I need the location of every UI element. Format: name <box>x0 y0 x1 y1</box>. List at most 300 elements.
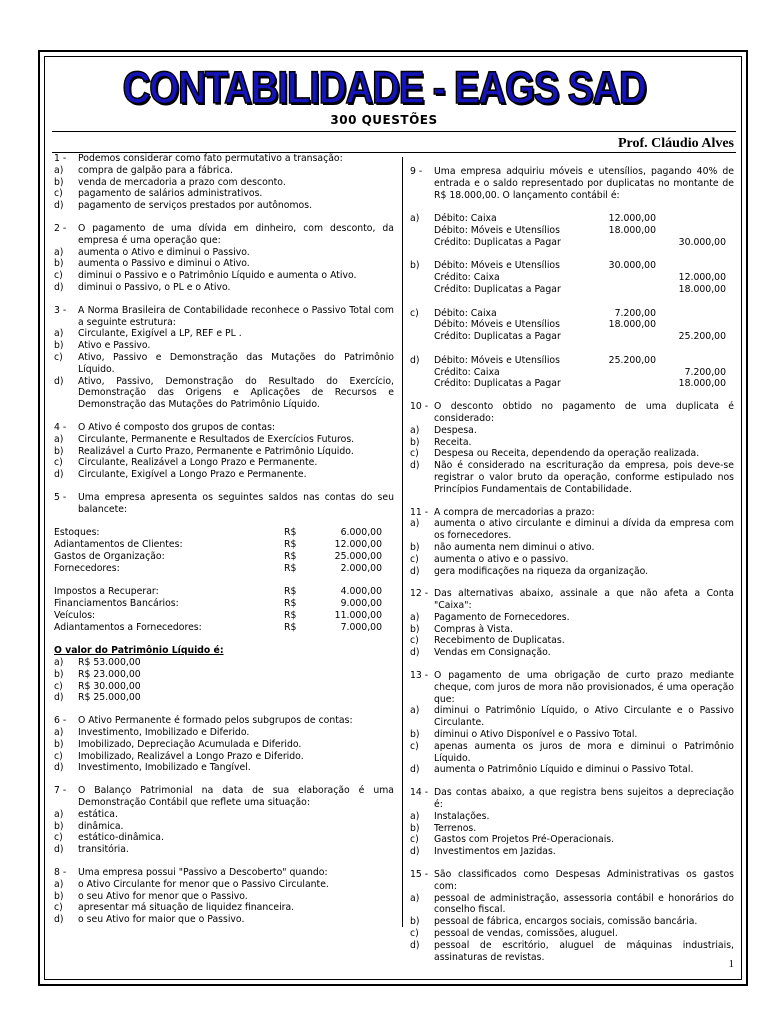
option-text: Investimento, Imobilizado e Tangível. <box>78 762 251 774</box>
question-10 <box>410 401 734 495</box>
option-text: diminui o Passivo e o Patrimônio Líquido e aumenta o Ativo. <box>78 270 357 282</box>
option-text: apenas aumenta os juros de mora e diminui o Patrimônio Líquido. <box>434 740 734 764</box>
question-4 <box>54 422 394 481</box>
option-letter: c) <box>410 553 419 565</box>
option <box>54 282 394 294</box>
currency: R$ <box>284 609 297 621</box>
page-title: CONTABILIDADE - EAGS SAD <box>122 62 646 113</box>
option-letter: b) <box>410 436 420 448</box>
option-letter: d) <box>410 647 420 659</box>
debit-amount <box>584 331 656 343</box>
option-text: compra de galpão para a fábrica. <box>78 164 233 176</box>
column-divider <box>402 157 403 927</box>
question-number: 3 - <box>54 304 67 316</box>
question-header <box>54 867 394 879</box>
account: Débito: Móveis e Utensílios <box>434 260 560 272</box>
option-letter: d) <box>54 692 64 704</box>
debit-amount: 25.200,00 <box>608 354 656 366</box>
balance-list-1 <box>54 527 394 574</box>
journal-line <box>410 319 734 331</box>
question-text: A Norma Brasileira de Contabilidade reconhece o Passivo Total com a seguinte estrutura: <box>78 304 394 328</box>
option-text: o seu Ativo for maior que o Passivo. <box>78 914 245 926</box>
account-name: Impostos a Recuperar: <box>54 586 159 598</box>
option-letter <box>410 237 434 249</box>
option <box>54 177 394 189</box>
option-letter: c) <box>410 928 419 940</box>
option <box>54 328 394 340</box>
option-letter: d) <box>410 764 420 776</box>
currency: R$ <box>284 550 297 562</box>
question-header <box>410 670 734 705</box>
option <box>54 165 394 177</box>
credit-amount <box>656 308 726 320</box>
journal-line <box>410 260 734 272</box>
option-text: Gastos com Projetos Pré-Operacionais. <box>434 834 615 846</box>
option <box>410 635 734 647</box>
option-letter: a) <box>410 705 420 717</box>
options <box>54 657 394 704</box>
option <box>54 270 394 282</box>
journal-entry-c <box>410 308 734 343</box>
currency: R$ <box>284 539 297 551</box>
question-8 <box>54 867 394 926</box>
account: Crédito: Duplicatas a Pagar <box>434 283 561 295</box>
option-text: aumenta o Passivo e diminui o Ativo. <box>78 258 250 270</box>
option <box>54 340 394 352</box>
debit-amount <box>584 284 656 296</box>
question-13 <box>410 670 734 776</box>
option-letter: d) <box>54 200 64 212</box>
debit-amount: 7.200,00 <box>614 307 656 319</box>
amount: 6.000,00 <box>340 527 382 539</box>
option-letter: c) <box>54 270 63 282</box>
option <box>410 834 734 846</box>
option-letter: d) <box>410 565 420 577</box>
option-text: Ativo, Passivo, Demonstração do Resultado do Exercício, Demonstração das Origens e Aplicações de Recursos e Demonstração das Mutações do Patrimônio Líquido. <box>78 375 394 411</box>
option-letter: d) <box>54 914 64 926</box>
option <box>54 669 394 681</box>
option <box>54 891 394 903</box>
account-name: Fornecedores: <box>54 562 120 574</box>
question-11 <box>410 507 734 578</box>
option-text: aumenta o ativo e o passivo. <box>434 553 569 565</box>
option <box>410 811 734 823</box>
question-1 <box>54 153 394 212</box>
option-text: Recebimento de Duplicatas. <box>434 635 565 647</box>
option-letter: d) <box>410 354 420 366</box>
option-text: Não é considerado na escrituração da empresa, pois deve-se registrar o valor bruto da operação, conforme estipulado nos Princípios Fundamentais de Contabilidade. <box>434 460 734 495</box>
option-letter: d) <box>410 846 420 858</box>
amount: 11.000,00 <box>334 609 382 621</box>
account-name: Veículos: <box>54 609 96 621</box>
option <box>410 518 734 542</box>
option-letter: a) <box>54 808 64 820</box>
option <box>54 446 394 458</box>
credit-amount: 7.200,00 <box>684 366 726 378</box>
option-letter: b) <box>410 729 420 741</box>
option-letter: d) <box>54 281 64 293</box>
question-text: Uma empresa apresenta os seguintes saldos nas contas do seu balancete: <box>78 491 394 515</box>
question-3 <box>54 305 394 411</box>
balance-row <box>54 622 394 634</box>
currency: R$ <box>284 562 297 574</box>
journal-line <box>410 331 734 343</box>
journal-line <box>410 284 734 296</box>
journal-line <box>410 355 734 367</box>
option-letter: d) <box>410 939 420 951</box>
option <box>54 727 394 739</box>
option <box>410 566 734 578</box>
option-letter: a) <box>54 657 64 669</box>
option-letter: d) <box>54 375 64 387</box>
amount: 2.000,00 <box>340 562 382 574</box>
option-letter <box>410 367 434 379</box>
journal-line <box>410 367 734 379</box>
option-letter: a) <box>54 727 64 739</box>
option <box>54 762 394 774</box>
option-text: estática. <box>78 808 118 820</box>
option-text: Investimento, Imobilizado e Diferido. <box>78 727 250 739</box>
option-letter: d) <box>54 762 64 774</box>
option <box>410 705 734 729</box>
option <box>54 469 394 481</box>
journal-line <box>410 308 734 320</box>
question-number: 2 - <box>54 222 67 234</box>
question-text: O pagamento de uma dívida em dinheiro, com desconto, da empresa é uma operação que: <box>78 222 394 246</box>
question-text: Das alternativas abaixo, assinale a que não afeta a Conta "Caixa": <box>434 588 734 612</box>
amount: 7.000,00 <box>340 621 382 633</box>
option-text: transitória. <box>78 844 129 856</box>
balance-row <box>54 539 394 551</box>
page-subtitle: 300 QUESTÕES <box>330 113 438 127</box>
option-letter: a) <box>54 246 64 258</box>
option-letter <box>410 284 434 296</box>
option-text: Circulante, Exigível a Longo Prazo e Permanente. <box>78 469 307 481</box>
account: Crédito: Duplicatas a Pagar <box>434 236 561 248</box>
credit-amount <box>656 355 726 367</box>
debit-amount <box>584 378 656 390</box>
account: Débito: Caixa <box>434 307 497 319</box>
currency: R$ <box>284 527 297 539</box>
balance-row <box>54 610 394 622</box>
option-letter <box>410 272 434 284</box>
journal-entry-b <box>410 260 734 295</box>
question-text: O desconto obtido no pagamento de uma duplicata é considerado: <box>434 401 734 424</box>
account-name: Estoques: <box>54 527 100 539</box>
option-text: apresentar má situação de liquidez financeira. <box>78 902 295 914</box>
option <box>54 457 394 469</box>
option <box>54 200 394 212</box>
question-number: 4 - <box>54 421 67 433</box>
amount: 25.000,00 <box>334 550 382 562</box>
account: Crédito: Duplicatas a Pagar <box>434 331 561 343</box>
option-text: Circulante, Realizável a Longo Prazo e Permanente. <box>78 457 318 469</box>
option-text: aumenta o ativo circulante e diminui a dívida da empresa com os fornecedores. <box>434 518 734 542</box>
option <box>410 893 734 917</box>
option-letter: d) <box>54 844 64 856</box>
question-14 <box>410 787 734 858</box>
option-text: Instalações. <box>434 810 490 822</box>
header-divider <box>52 131 736 132</box>
option <box>410 624 734 636</box>
option <box>54 914 394 926</box>
option <box>410 764 734 776</box>
option-letter: c) <box>54 832 63 844</box>
account: Débito: Caixa <box>434 213 497 225</box>
option-letter: b) <box>54 445 64 457</box>
question-number: 8 - <box>54 867 67 879</box>
option-letter <box>410 225 434 237</box>
credit-amount <box>656 225 726 237</box>
option-text: diminui o Patrimônio Líquido, o Ativo Circulante e o Passivo Circulante. <box>434 705 734 729</box>
question-number: 13 - <box>410 670 429 682</box>
account: Débito: Móveis e Utensílios <box>434 224 560 236</box>
account-name: Gastos de Organização: <box>54 550 165 562</box>
option <box>410 846 734 858</box>
debit-amount: 18.000,00 <box>608 319 656 331</box>
question-text: O Ativo é composto dos grupos de contas: <box>78 421 276 433</box>
balance-row <box>54 586 394 598</box>
account: Crédito: Caixa <box>434 366 500 378</box>
option-text: o seu Ativo for menor que o Passivo. <box>78 890 248 902</box>
option-letter <box>410 378 434 390</box>
option <box>54 751 394 763</box>
question-number: 7 - <box>54 785 67 797</box>
option <box>410 729 734 741</box>
option <box>54 809 394 821</box>
question-text: Podemos considerar como fato permutativo a transação: <box>78 153 343 164</box>
option-text: Pagamento de Fornecedores. <box>434 611 570 623</box>
question-6 <box>54 715 394 774</box>
amount: 4.000,00 <box>340 586 382 598</box>
question-number: 11 - <box>410 506 429 518</box>
option <box>410 554 734 566</box>
credit-amount <box>656 213 726 225</box>
option-text: diminui o Passivo, o PL e o Ativo. <box>78 281 231 293</box>
credit-amount: 18.000,00 <box>678 283 726 295</box>
option <box>410 928 734 940</box>
option <box>54 352 394 376</box>
option-text: R$ 53.000,00 <box>78 657 141 669</box>
option-text: Imobilizado, Realizável a Longo Prazo e Diferido. <box>78 750 304 762</box>
question-text: São classificados como Despesas Administrativas os gastos com: <box>434 869 734 892</box>
question-number: 6 - <box>54 715 67 727</box>
amount: 12.000,00 <box>334 539 382 551</box>
option-letter: b) <box>410 916 420 928</box>
option-letter: c) <box>410 834 419 846</box>
question-text: O Balanço Patrimonial na data de sua elaboração é uma Demonstração Contábil que reflete uma situação: <box>78 785 394 809</box>
option <box>54 692 394 704</box>
option-text: Ativo e Passivo. <box>78 340 151 352</box>
balance-row <box>54 563 394 575</box>
option-letter: c) <box>54 188 63 200</box>
account: Débito: Móveis e Utensílios <box>434 354 560 366</box>
option-text: não aumenta nem diminui o ativo. <box>434 541 595 553</box>
question-header <box>54 153 394 165</box>
option-letter: a) <box>410 424 420 436</box>
question-text: Uma empresa adquiriu móveis e utensílios, pagando 40% de entrada e o saldo representado por duplicatas no montante de R$ 18.000,00. O lançamento contábil é: <box>434 166 734 201</box>
question-5 <box>54 492 394 704</box>
question-text: O Ativo Permanente é formado pelos subgrupos de contas: <box>78 715 353 727</box>
option-text: Circulante, Permanente e Resultados de Exercícios Futuros. <box>78 433 355 445</box>
option-text: Vendas em Consignação. <box>434 647 551 659</box>
option-letter: b) <box>54 258 64 270</box>
option-letter: a) <box>410 518 420 530</box>
balance-row <box>54 598 394 610</box>
credit-amount: 25.200,00 <box>678 331 726 343</box>
credit-amount: 18.000,00 <box>678 378 726 390</box>
account-name: Financiamentos Bancários: <box>54 598 179 610</box>
option-letter: a) <box>410 892 420 904</box>
question-number: 9 - <box>410 166 423 177</box>
account: Crédito: Duplicatas a Pagar <box>434 378 561 390</box>
question-number: 1 - <box>54 153 67 164</box>
option-letter: b) <box>54 890 64 902</box>
question-header <box>54 715 394 727</box>
amount: 9.000,00 <box>340 598 382 610</box>
option-text: Realizável a Curto Prazo, Permanente e Patrimônio Líquido. <box>78 445 354 457</box>
option-text: Compras à Vista. <box>434 623 513 635</box>
journal-line <box>410 272 734 284</box>
option-letter: c) <box>410 307 419 319</box>
question-text: Das contas abaixo, a que registra bens sujeitos a depreciação é: <box>434 787 734 811</box>
option-letter: c) <box>410 635 419 647</box>
option-text: R$ 23.000,00 <box>78 668 141 680</box>
option-text: pessoal de fábrica, encargos sociais, comissão bancária. <box>434 916 698 928</box>
option-letter: c) <box>54 680 63 692</box>
question-12 <box>410 588 734 659</box>
option-letter: a) <box>54 164 64 176</box>
option <box>54 844 394 856</box>
credit-amount: 12.000,00 <box>678 272 726 284</box>
option <box>54 832 394 844</box>
option <box>54 879 394 891</box>
option-text: aumenta o Patrimônio Líquido e diminui o Passivo Total. <box>434 764 694 776</box>
option <box>410 460 734 495</box>
question-text: Uma empresa possui "Passivo a Descoberto" quando: <box>78 867 328 879</box>
currency: R$ <box>284 586 297 598</box>
option <box>54 258 394 270</box>
credit-amount <box>656 319 726 331</box>
journal-entry-a <box>410 213 734 248</box>
option-letter: a) <box>410 611 420 623</box>
option-text: Investimentos em Jazidas. <box>434 846 556 858</box>
option <box>54 434 394 446</box>
option-text: diminui o Ativo Disponível e o Passivo Total. <box>434 729 638 741</box>
option-letter: b) <box>410 260 420 272</box>
option <box>54 657 394 669</box>
balance-row <box>54 551 394 563</box>
option <box>410 542 734 554</box>
question-header <box>410 588 734 612</box>
option-letter <box>410 331 434 343</box>
option <box>54 188 394 200</box>
question-number: 15 - <box>410 869 429 881</box>
question-text: A compra de mercadorias a prazo: <box>434 506 595 518</box>
option-text: venda de mercadoria a prazo com desconto. <box>78 176 286 188</box>
option-text: pagamento de serviços prestados por autônomos. <box>78 200 313 212</box>
option-text: pessoal de vendas, comissões, aluguel. <box>434 928 618 940</box>
option-text: pessoal de escritório, aluguel de máquinas industriais, assinaturas de revistas. <box>434 939 734 963</box>
balance-list-2 <box>54 586 394 633</box>
option-text: Circulante, Exigível a LP, REF e PL . <box>78 328 242 340</box>
option-text: dinâmica. <box>78 820 124 832</box>
question-9 <box>410 166 734 390</box>
option-letter: c) <box>54 750 63 762</box>
option-text: Receita. <box>434 436 472 448</box>
option-letter: d) <box>54 469 64 481</box>
author: Prof. Cláudio Alves <box>617 136 734 151</box>
question-7 <box>54 785 394 856</box>
question-number: 5 - <box>54 491 67 503</box>
question-prompt: O valor do Patrimônio Líquido é: <box>54 645 224 657</box>
question-15 <box>410 869 734 963</box>
account-name: Adiantamentos de Clientes: <box>54 539 183 551</box>
option <box>410 612 734 624</box>
option <box>410 741 734 765</box>
right-column <box>410 166 734 974</box>
question-header <box>54 223 394 247</box>
balance-row <box>54 527 394 539</box>
journal-line <box>410 225 734 237</box>
option-letter: c) <box>54 351 63 363</box>
option <box>54 739 394 751</box>
option-letter: a) <box>410 213 420 225</box>
option-letter: a) <box>54 328 64 340</box>
left-column <box>54 153 394 937</box>
option <box>54 821 394 833</box>
option-text: R$ 25.000,00 <box>78 692 141 704</box>
question-text: O pagamento de uma obrigação de curto prazo mediante cheque, com juros de mora não provisionados, é uma operação que: <box>434 670 734 705</box>
debit-amount: 12.000,00 <box>608 213 656 225</box>
debit-amount <box>584 237 656 249</box>
option <box>410 647 734 659</box>
option-letter: b) <box>410 541 420 553</box>
option-letter: c) <box>54 902 63 914</box>
journal-line <box>410 213 734 225</box>
question-header <box>54 785 394 809</box>
debit-amount <box>584 367 656 379</box>
option-letter: d) <box>410 460 420 472</box>
option-letter: c) <box>410 448 419 460</box>
option-text: pagamento de salários administrativos. <box>78 188 263 200</box>
option <box>410 437 734 449</box>
debit-amount: 30.000,00 <box>608 260 656 272</box>
option-letter: b) <box>54 820 64 832</box>
option-letter: a) <box>410 810 420 822</box>
question-header <box>410 787 734 811</box>
option-text: aumenta o Ativo e diminui o Passivo. <box>78 246 250 258</box>
option <box>54 681 394 693</box>
option-text: Terrenos. <box>434 822 477 834</box>
question-header <box>54 305 394 329</box>
question-2 <box>54 223 394 294</box>
option-letter: c) <box>54 457 63 469</box>
debit-amount <box>584 272 656 284</box>
currency: R$ <box>284 598 297 610</box>
option-letter: b) <box>54 340 64 352</box>
credit-amount <box>656 260 726 272</box>
option-text: o Ativo Circulante for menor que o Passivo Circulante. <box>78 878 329 890</box>
option-text: Ativo, Passivo e Demonstração das Mutações do Patrimônio Líquido. <box>78 351 394 375</box>
option <box>410 425 734 437</box>
option-letter <box>410 319 434 331</box>
journal-entry-d <box>410 355 734 390</box>
option-text: R$ 30.000,00 <box>78 680 141 692</box>
option <box>410 940 734 964</box>
option-letter: b) <box>410 623 420 635</box>
option-letter: b) <box>54 738 64 750</box>
